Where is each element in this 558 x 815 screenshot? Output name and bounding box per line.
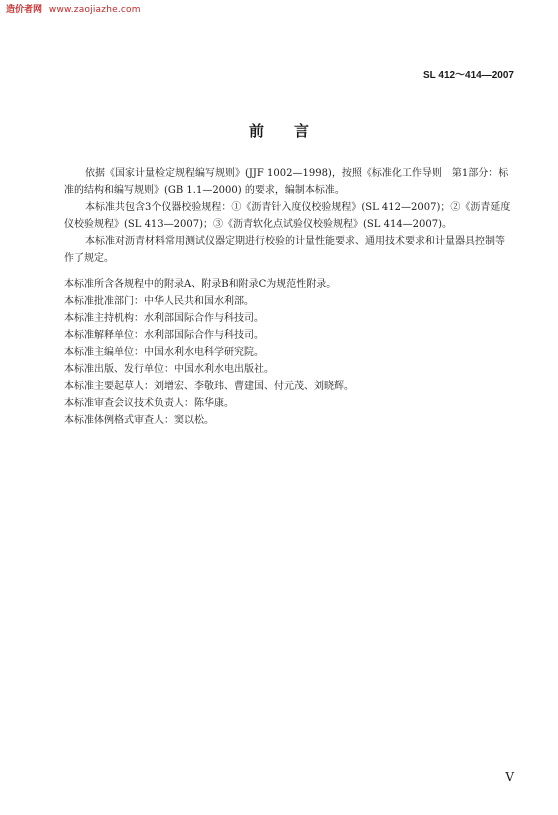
- page-title: 前言: [248, 122, 339, 140]
- preface-body: [64, 165, 512, 267]
- info-line: 本标准主持机构：水利部国际合作与科技司。: [64, 313, 264, 324]
- preface-paragraph: 本标准共包含3个仪器校验规程：①《沥青针入度仪校验规程》(SL 412—2007)；②《沥青延度仪校验规程》(SL 413—2007)；③《沥青软化点试验仪校验规程》(SL 414—2007)。: [64, 202, 511, 230]
- site-watermark: [6, 4, 141, 16]
- watermark-site-name: 造价者网: [6, 5, 43, 15]
- info-line: 本标准所含各规程中的附录A、附录B和附录C为规范性附录。: [64, 279, 337, 290]
- info-line: 本标准审查会议技术负责人：陈华康。: [64, 398, 234, 409]
- page-number: Ⅴ: [505, 770, 514, 784]
- info-line: 本标准批准部门：中华人民共和国水利部。: [64, 296, 254, 307]
- info-line: 本标准体例格式审查人：窦以松。: [64, 415, 214, 426]
- standard-code: SL 412～414—2007: [423, 70, 514, 81]
- preface-paragraph: 依据《国家计量检定规程编写规则》(JJF 1002—1998)，按照《标准化工作导则 第1部分：标准的结构和编写规则》(GB 1.1—2000) 的要求，编制本标准。: [64, 168, 509, 196]
- standard-info-list: [64, 276, 512, 429]
- info-line: 本标准主编单位：中国水利水电科学研究院。: [64, 347, 264, 358]
- info-line: 本标准主要起草人：刘增宏、李敬玮、曹建国、付元茂、刘晓辉。: [64, 381, 354, 392]
- info-line: 本标准解释单位：水利部国际合作与科技司。: [64, 330, 264, 341]
- info-line: 本标准出版、发行单位：中国水利水电出版社。: [64, 364, 274, 375]
- watermark-url: www.zaojiazhe.com: [48, 5, 141, 15]
- preface-paragraph: 本标准对沥青材料常用测试仪器定期进行校验的计量性能要求、通用技术要求和计量器具控制等作了规定。: [64, 236, 505, 264]
